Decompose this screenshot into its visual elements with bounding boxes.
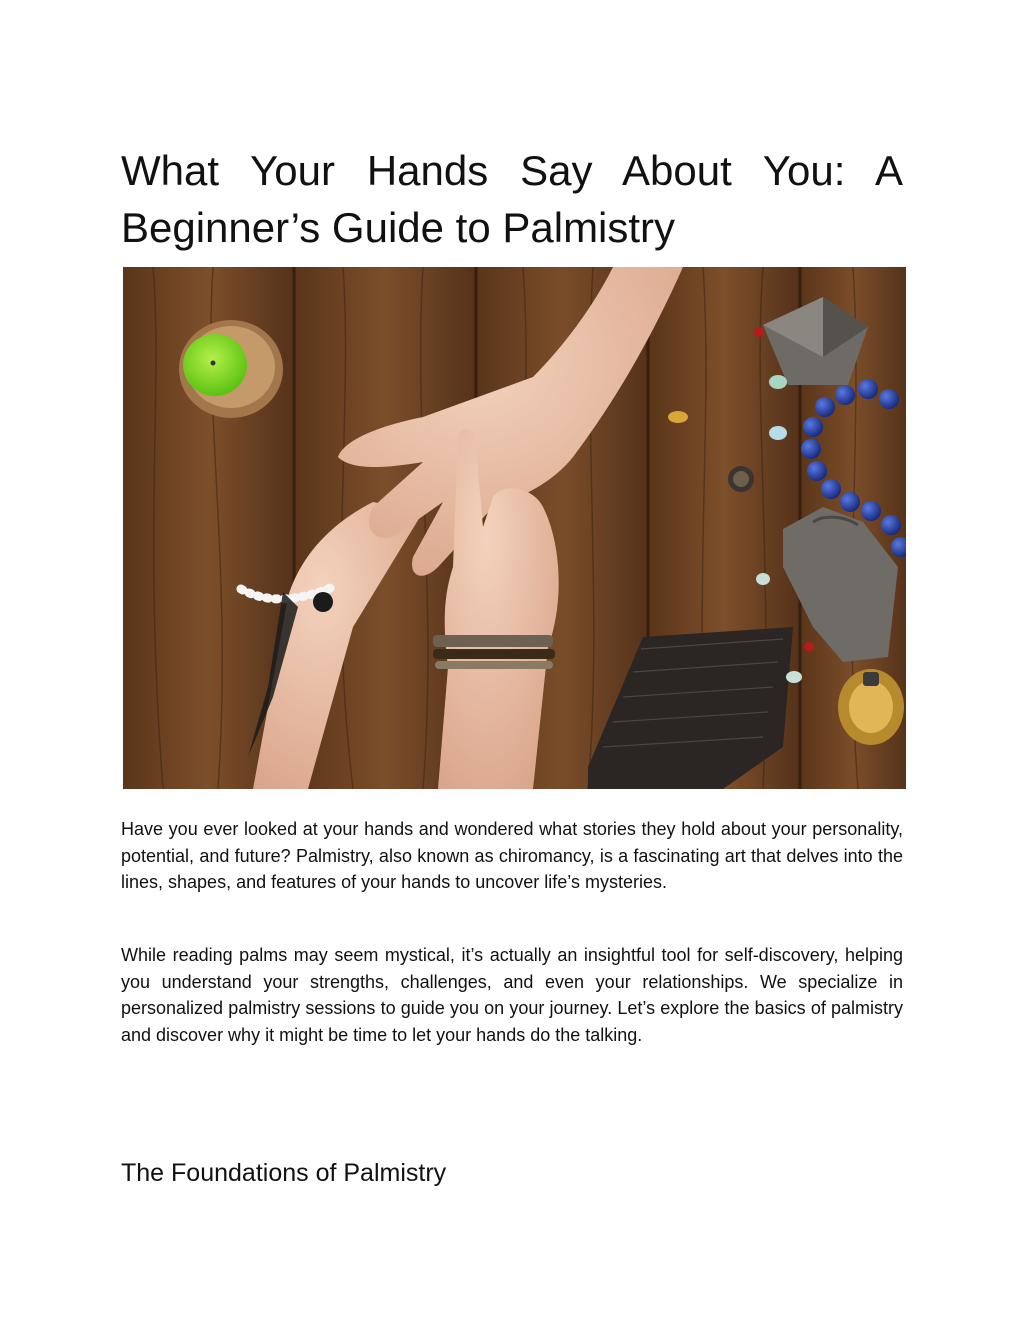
green-candle (179, 320, 283, 418)
section-heading: The Foundations of Palmistry (121, 1159, 447, 1187)
body-paragraph: While reading palms may seem mystical, it’s actually an insightful tool for self-discovery, helping you understand your strengths, challenges, and even your relationships. We specialize in personalized palmistry sessions to guide you on your journey. Let’s explore the basics of palmistry and discover why it might be time to let your hands do the talking. (121, 945, 903, 1045)
hero-image (123, 267, 906, 789)
palm-reading-illustration (123, 267, 906, 789)
intro-paragraph: Have you ever looked at your hands and wondered what stories they hold about your personality, potential, and future? Palmistry, also known as chiromancy, is a fascinating art that delves into the lines, shapes, and features of your hands to uncover life’s mysteries. (121, 819, 903, 892)
brass-bell (838, 669, 904, 745)
article-title: What Your Hands Say About You: A Beginner’s Guide to Palmistry (121, 147, 903, 251)
